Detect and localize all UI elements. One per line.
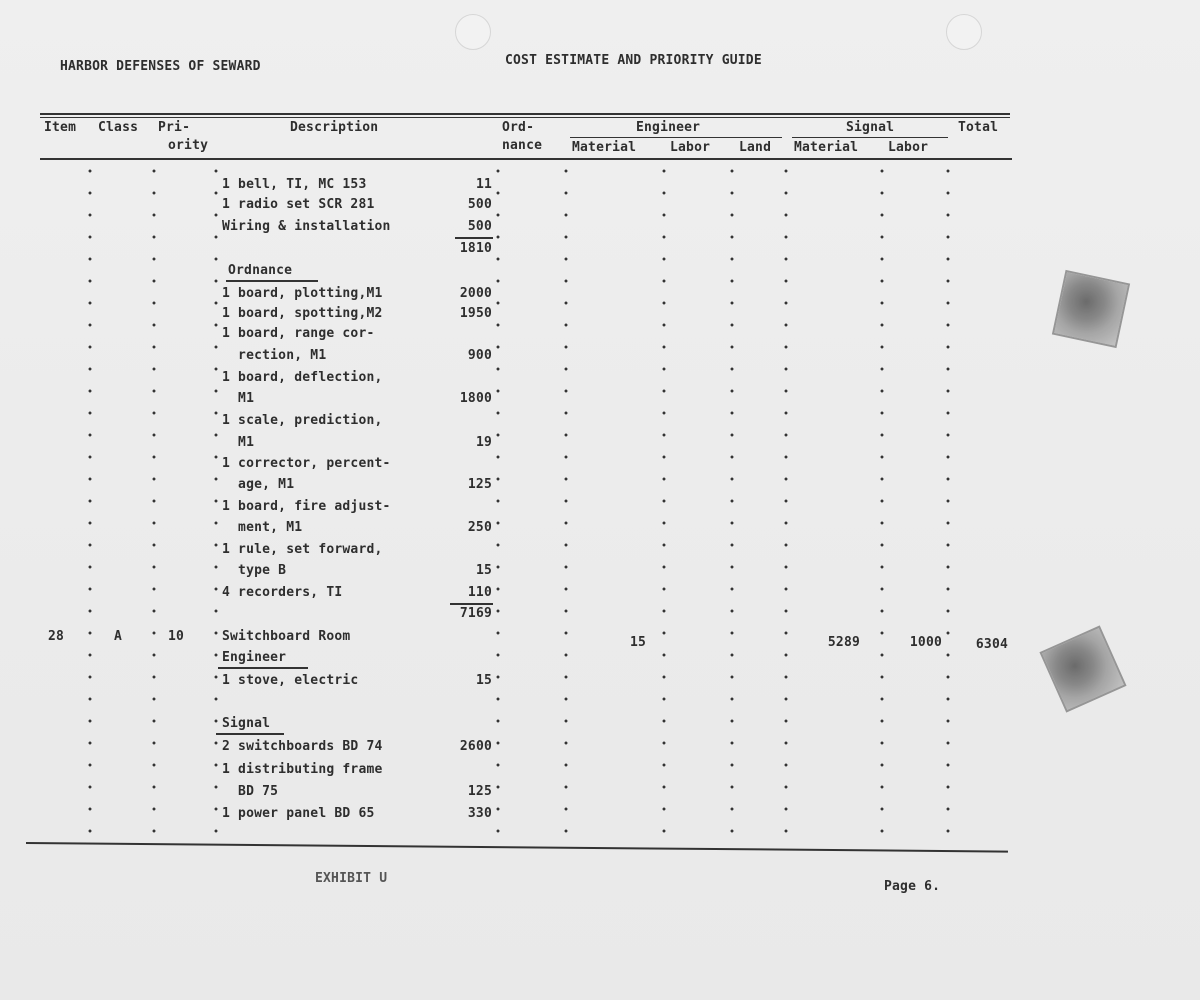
amount: 125	[467, 784, 492, 799]
punch-hole-left	[455, 14, 491, 50]
punch-hole-right	[946, 14, 982, 50]
col-priority-1: Pri-	[158, 120, 191, 135]
amount: 1950	[459, 306, 492, 321]
subtotal: 1810	[459, 241, 492, 256]
tape-stain-upper	[1052, 270, 1130, 348]
desc-line: 2 switchboards BD 74	[222, 739, 383, 754]
sig-material-value: 5289	[827, 635, 860, 650]
section-heading-signal: Signal	[222, 716, 271, 731]
amount: 250	[467, 520, 492, 535]
desc-line: ment, M1	[222, 520, 303, 535]
top-rule-2	[40, 117, 1010, 118]
eng-material-value: 15	[629, 635, 646, 650]
desc-line: 1 corrector, percent-	[222, 456, 391, 471]
amount: 11	[475, 177, 492, 192]
section-heading-underline	[218, 667, 308, 669]
desc-line: 1 board, fire adjust-	[222, 499, 391, 514]
sep-ordnance-engmat	[564, 160, 568, 840]
desc-line: BD 75	[222, 784, 279, 799]
amount: 500	[467, 197, 492, 212]
desc-line: 1 board, deflection,	[222, 370, 383, 385]
sep-class-priority	[152, 160, 156, 840]
header-bottom-rule	[40, 158, 1012, 160]
item-class: A	[114, 629, 123, 644]
desc-line: rection, M1	[222, 348, 327, 363]
header-left: HARBOR DEFENSES OF SEWARD	[60, 59, 261, 74]
col-class: Class	[98, 120, 139, 135]
desc-line: 1 board, spotting,M2	[222, 306, 383, 321]
sep-desc-ordnance	[496, 160, 500, 840]
item-priority: 10	[168, 629, 185, 644]
amount: 125	[467, 477, 492, 492]
desc-line: 1 scale, prediction,	[222, 413, 383, 428]
col-description: Description	[290, 120, 379, 135]
footer-page: Page 6.	[884, 879, 941, 894]
col-priority-2: ority	[168, 138, 209, 153]
top-rule-1	[40, 113, 1010, 115]
desc-line: Wiring & installation	[222, 219, 391, 234]
desc-line: M1	[222, 435, 255, 450]
subtotal: 7169	[459, 606, 492, 621]
amount: 110	[467, 585, 492, 600]
amount: 330	[467, 806, 492, 821]
footer-exhibit: EXHIBIT U	[315, 871, 388, 886]
desc-line: 1 stove, electric	[222, 673, 359, 688]
desc-line: 1 power panel BD 65	[222, 806, 375, 821]
desc-line: 1 radio set SCR 281	[222, 197, 375, 212]
col-eng-labor: Labor	[670, 140, 711, 155]
desc-line: 1 distributing frame	[222, 762, 383, 777]
desc-line: M1	[222, 391, 255, 406]
sep-engmat-englab	[662, 160, 666, 840]
col-eng-material: Material	[572, 140, 637, 155]
subtotal-rule	[450, 603, 493, 605]
amount: 500	[467, 219, 492, 234]
desc-line: age, M1	[222, 477, 295, 492]
amount: 2600	[459, 739, 492, 754]
col-ordnance-1: Ord-	[502, 120, 535, 135]
sep-item-class	[88, 160, 92, 840]
bottom-rule	[26, 842, 1008, 853]
section-heading-ordnance: Ordnance	[228, 263, 293, 278]
signal-rule	[792, 137, 948, 138]
desc-line: type B	[222, 563, 287, 578]
sep-land-sigmat	[784, 160, 788, 840]
header-right: COST ESTIMATE AND PRIORITY GUIDE	[505, 53, 762, 68]
sep-sigmat-siglab	[880, 160, 884, 840]
section-heading-underline	[216, 733, 284, 735]
subtotal-rule	[455, 237, 493, 239]
amount: 1800	[459, 391, 492, 406]
sep-priority-desc	[214, 160, 218, 840]
item-number: 28	[48, 629, 65, 644]
desc-line: 4 recorders, TI	[222, 585, 343, 600]
amount: 15	[475, 563, 492, 578]
col-eng-land: Land	[739, 140, 772, 155]
col-item: Item	[44, 120, 77, 135]
engineer-rule	[570, 137, 782, 138]
desc-line: 1 board, range cor-	[222, 326, 375, 341]
col-ordnance-2: nance	[502, 138, 543, 153]
desc-line: 1 board, plotting,M1	[222, 286, 383, 301]
col-signal: Signal	[846, 120, 895, 135]
amount: 2000	[459, 286, 492, 301]
sep-siglab-total	[946, 160, 950, 840]
col-engineer: Engineer	[636, 120, 701, 135]
section-heading-underline	[226, 280, 318, 282]
amount: 15	[475, 673, 492, 688]
tape-stain-lower	[1039, 625, 1126, 712]
col-sig-material: Material	[794, 140, 859, 155]
section-heading-engineer: Engineer	[222, 650, 287, 665]
col-total: Total	[958, 120, 999, 135]
total-value: 6304	[975, 637, 1008, 652]
amount: 19	[475, 435, 492, 450]
item-title: Switchboard Room	[222, 629, 351, 644]
amount: 900	[467, 348, 492, 363]
col-sig-labor: Labor	[888, 140, 929, 155]
sep-englab-land	[730, 160, 734, 840]
desc-line: 1 rule, set forward,	[222, 542, 383, 557]
sig-labor-value: 1000	[909, 635, 942, 650]
desc-line: 1 bell, TI, MC 153	[222, 177, 367, 192]
